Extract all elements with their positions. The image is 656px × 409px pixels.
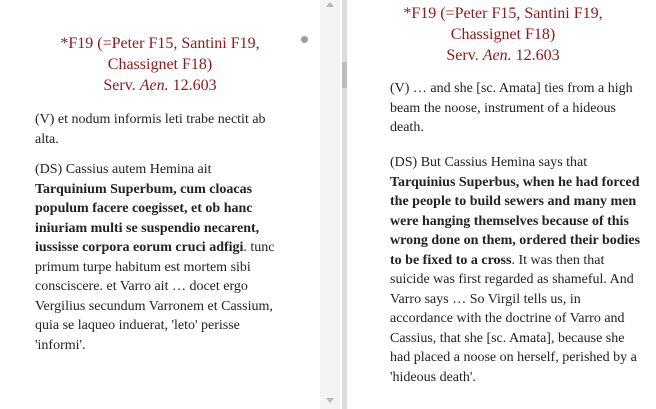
fragment-id-line1: *F19 (=Peter F15, Santini F19, [60,35,260,52]
translation-paragraph-v: (V) … and she [sc. Amata] ties from a high beam the noose, instrument of a hideous death. [390,81,633,135]
latin-paragraph-v: (V) et nodum informis leti trabe nectit ab alta. [35,112,266,147]
scroll-up-arrow-icon[interactable] [326,2,334,7]
latin-text-pane[interactable] [0,0,320,409]
pane-gutter [320,0,340,409]
translation-text-pane[interactable] [350,0,656,409]
fragment-heading [40,33,280,96]
dot-icon[interactable] [301,36,308,43]
fragment-source: Serv. Aen. 12.603 [103,77,217,94]
fragment-id-line2: Chassignet F18) [450,26,556,43]
scroll-down-arrow-icon[interactable] [326,398,334,403]
fragment-id-line1: *F19 (=Peter F15, Santini F19, [403,5,603,22]
fragment-id-line2: Chassignet F18) [107,56,213,73]
fragment-heading [350,3,656,66]
fragment-source: Serv. Aen. 12.603 [446,47,560,64]
scrollbar-thumb[interactable] [342,62,347,88]
latin-paragraph-ds: (DS) Cassius autem Hemina ait Tarquinium Superbum, cum cloacas populum facere coegisset, et ob hanc iniuriam multi se suspendio necarent, iussisse corpora eorum cruci adfigi. tunc primum turpe habitum est mortem sibi consciscere. et Varro ait … docet ergo Vergilius secundum Varronem et Cassium, quia se laqueo induerat, 'leto' perisse 'informi'. [35,162,275,353]
translation-paragraph-ds: (DS) But Cassius Hemina says that Tarquinius Superbus, when he had forced the people to build sewers and many men were hanging themselves because of this wrong done on them, ordered their bodies to be fixed to a cross. It was then that suicide was first regarded as shameful. And Varro says … So Virgil tells us, in accordance with the doctrine of Varro and Cassius, that she [sc. Amata], because she had placed a noose on herself, perished by a 'hideous death'. [390,155,641,385]
